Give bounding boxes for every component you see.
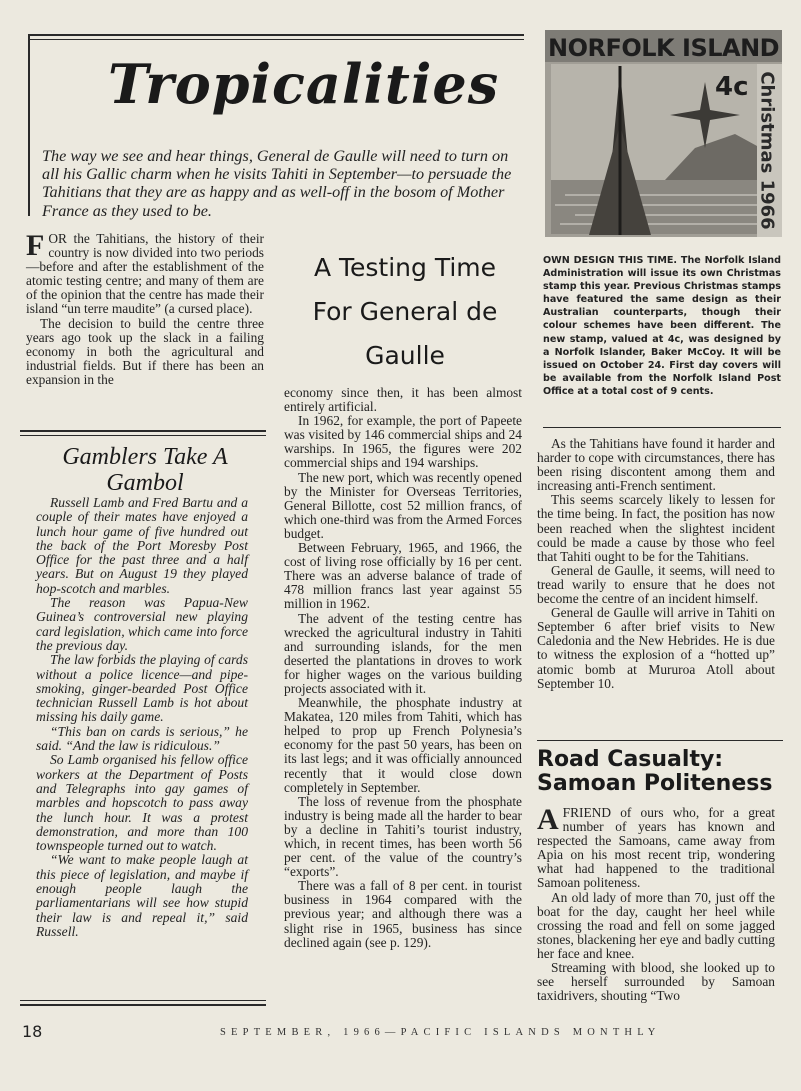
road-body <box>537 803 775 1004</box>
stamp-caption-lead: OWN DESIGN THIS TIME. <box>543 255 678 266</box>
road-headline: Road Casualty: Samoan Politeness <box>537 747 773 796</box>
road-p2: An old lady of more than 70, just off the boat for the day, caught her heel while crossing the road and fell on some jagged stones, blackening her eye and badly cutting her face and knee. <box>537 889 775 961</box>
stamp-caption-text: The Norfolk Island Administration will issue its own Christmas stamp this year. Previous Christmas stamps have featured the same design as their Australian counterparts, though their colour schemes have been different. The new stamp, valued at 4c, was designed by a Norfolk Islander, Baker McCoy. It will be issued on October 24. First day covers will be available from the Norfolk Island Post Office at a total cost of 9 cents. <box>543 255 781 397</box>
main-story-col2 <box>284 386 522 950</box>
main-p2: The decision to build the centre three years ago took up the slack in a failing economy in both the agricultural and industrial fields. But if there has been an expansion in the <box>26 315 264 387</box>
stamp-caption <box>543 254 781 398</box>
gamblers-top-rule <box>20 430 266 432</box>
road-p1: FRIEND of ours who, for a great number of years has known and respected the Samoans, came away from Apia on his most recent trip, wondering what had happened to the traditional Samoan politeness. <box>537 805 775 891</box>
gamblers-p: Russell Lamb and Fred Bartu and a couple of their mates have enjoyed a lunch hour game of five hundred out the back of the Port Moresby Post Office for the past three and a half years. But on August 19 they played hop-scotch and marbles. <box>36 495 248 596</box>
stamp-value: 4c <box>715 72 749 102</box>
gamblers-bottom-rule <box>20 1000 266 1001</box>
gamblers-body <box>36 496 248 939</box>
gamblers-p: “This ban on cards is serious,” he said. “And the law is ridiculous.” <box>36 723 248 754</box>
main-story-col1 <box>26 229 264 387</box>
main-dropcap: F <box>26 229 45 262</box>
col2-p: The new port, which was recently opened by the Minister for Overseas Territories, General Billotte, cost 52 million francs, of which one-third was from the Armed Forces budget. <box>284 469 522 541</box>
page-number: 18 <box>22 1022 43 1041</box>
stamp-caption-rule <box>543 427 781 428</box>
main-p1: OR the Tahitians, the history of their country is now divided into two periods—before and after the establishment of the atomic testing centre; and many of them are of the opinion that the centre has made their island “un terre maudite” (a cursed place). <box>26 231 264 317</box>
col3-p: General de Gaulle, it seems, will need to tread warily to ensure that he does not become the centre of an incident himself. <box>537 562 775 607</box>
gamblers-p: The law forbids the playing of cards without a police licence—and pipe-smoking, ginger-bearded Post Office technician Russell Lamb is hot about missing his daily game. <box>36 652 248 725</box>
gamblers-p: So Lamb organised his fellow office workers at the Department of Posts and Telegraphs into gay games of marbles and hopscotch to pass away the lunch hour. It was a protest demonstration, and more than 100 townspeople turned out to watch. <box>36 752 248 854</box>
header-left-rule <box>28 34 30 216</box>
col2-p: The advent of the testing centre has wrecked the agricultural industry in Tahiti and surrounding islands, for the men deserted the plantations in droves to work for higher wages on the various building projects associated with it. <box>284 610 522 696</box>
header-top-rule <box>28 34 524 36</box>
col3-p: As the Tahitians have found it harder and harder to cope with circumstances, there has been rising discontent among them and increasing anti-French sentiment. <box>537 436 775 494</box>
gamblers-bottom-rule-thick <box>20 1004 266 1006</box>
gamblers-top-rule-thin <box>20 435 266 436</box>
stamp-vertical-text: Christmas 1966 <box>756 71 778 230</box>
footer-line: SEPTEMBER, 1966—PACIFIC ISLANDS MONTHLY <box>220 1027 661 1038</box>
col3-p: General de Gaulle will arrive in Tahiti on September 6 after brief visits to New Caledonia and the New Hebrides. He is due to witness the explosion of a “hotted up” atomic bomb at Mururoa Atoll about September 10. <box>537 605 775 691</box>
gamblers-p: The reason was Papua-New Guinea’s controversial new playing card legislation, which came into force the previous day. <box>36 595 248 653</box>
gamblers-headline: Gamblers Take A Gambol <box>62 444 228 496</box>
col2-p: economy since then, it has been almost entirely artificial. <box>284 385 522 415</box>
col2-p: In 1962, for example, the port of Papeete was visited by 146 commercial ships and 24 warships. In 1965, the figures were 202 commercial ships and 194 warships. <box>284 413 522 471</box>
col2-p: There was a fall of 8 per cent. in tourist business in 1964 compared with the previous year; and although there was a slight rise in 1965, business has since declined again (see p. 129). <box>284 878 522 950</box>
col2-p: The loss of revenue from the phosphate industry is being made all the harder to bear by a decline in Tahiti’s tourist industry, which, in recent times, has been worth 56 per cent. of the value of the country’s “exports”. <box>284 793 522 880</box>
road-p3: Streaming with blood, she looked up to see herself surrounded by Samoan taxidrivers, shouting “Two <box>537 960 775 1004</box>
page-title: Tropicalities <box>108 52 500 116</box>
road-dropcap: A <box>537 803 559 836</box>
header-top-rule-thin <box>28 39 524 40</box>
col2-p: Meanwhile, the phosphate industry at Makatea, 120 miles from Tahiti, which has helped to prop up French Polynesia’s economy for the past 50 years, has been on its last legs; and it was officially announced recently that it would close down completely in September. <box>284 695 522 795</box>
road-top-rule <box>537 740 783 741</box>
gamblers-p: “We want to make people laugh at this piece of legislation, and maybe if enough people laugh the parliamentarians will see how stupid their law is and repeal it,” said Russell. <box>36 852 248 939</box>
stamp-image <box>545 30 782 237</box>
main-headline: A Testing Time For General de Gaulle <box>312 253 498 370</box>
main-story-col3 <box>537 437 775 691</box>
intro-text: The way we see and hear things, General de Gaulle will need to turn on all his Gallic charm when he visits Tahiti in September—to persuade the Tahitians that they are as happy and as well-off in the bosom of Mother France as they used to be. <box>42 147 512 220</box>
col2-p: Between February, 1965, and 1966, the cost of living rose officially by 16 per cent. There was an adverse balance of trade of 478 million francs last year against 55 million in 1962. <box>284 540 522 612</box>
col3-p: This seems scarcely likely to lessen for the time being. In fact, the position has now been reached when the slightest incident could be made a cause by those who feel that Tahiti ought to be for the Tahitians. <box>537 492 775 564</box>
stamp-country: NORFOLK ISLAND <box>548 34 780 62</box>
